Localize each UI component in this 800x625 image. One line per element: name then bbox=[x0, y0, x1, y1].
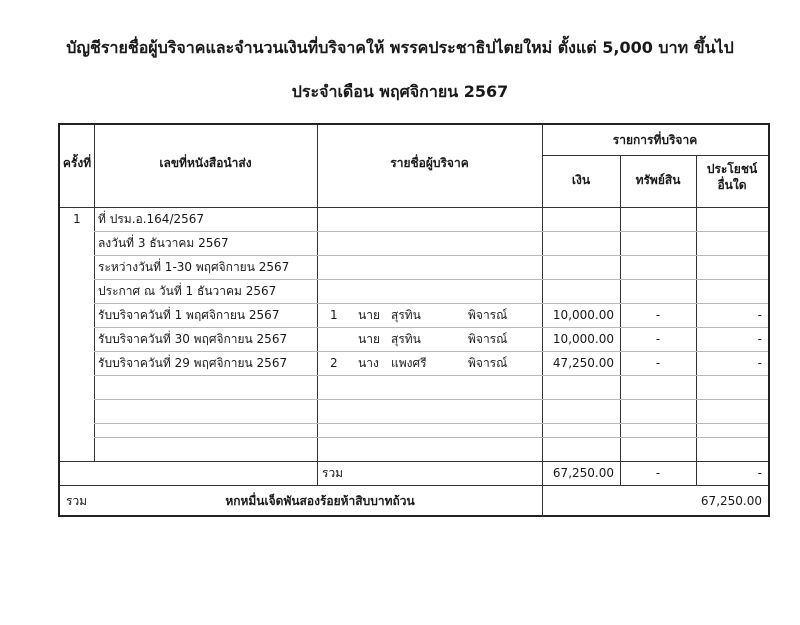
col-divider bbox=[317, 125, 318, 485]
row-7-first: แพงศรี bbox=[391, 356, 427, 370]
header-cash: เงิน bbox=[571, 173, 591, 187]
subtotal-label: รวม bbox=[322, 466, 344, 480]
header-benefit: ประโยชน์ อื่นใด bbox=[706, 162, 758, 192]
row-6-title: นาย bbox=[358, 332, 380, 346]
row-5-seq: 1 bbox=[330, 308, 338, 322]
row-7-last: พิจารณ์ bbox=[468, 356, 508, 370]
row-4-letter: ประกาศ ณ วันที่ 1 ธันวาคม 2567 bbox=[98, 284, 277, 298]
header-no: ครั้งที่ bbox=[62, 156, 92, 170]
row-5-letter: รับบริจาควันที่ 1 พฤศจิกายน 2567 bbox=[98, 308, 280, 322]
row-7-benefit: - bbox=[757, 356, 762, 370]
row-5-title: นาย bbox=[358, 308, 380, 322]
row-6-cash: 10,000.00 bbox=[552, 332, 614, 346]
row-1-no: 1 bbox=[73, 212, 81, 226]
row-7-title: นาง bbox=[358, 356, 379, 370]
header-letter: เลขที่หนังสือนำส่ง bbox=[159, 156, 252, 170]
total-top-line bbox=[60, 485, 768, 486]
col-divider bbox=[94, 125, 95, 461]
row-5-asset: - bbox=[655, 308, 661, 322]
row-7-cash: 47,250.00 bbox=[552, 356, 614, 370]
row-5-first: สุรทิน bbox=[391, 308, 421, 322]
document-title: บัญชีรายชื่อผู้บริจาคและจำนวนเงินที่บริจาคให้ พรรคประชาธิปไตยใหม่ ตั้งแต่ 5,000 บาท ขึ้นไป bbox=[66, 38, 734, 57]
row-6-first: สุรทิน bbox=[391, 332, 421, 346]
header-items: รายการที่บริจาค bbox=[612, 133, 698, 147]
subtotal-top-line bbox=[60, 461, 768, 462]
row-2-letter: ลงวันที่ 3 ธันวาคม 2567 bbox=[98, 236, 229, 250]
row-3-letter: ระหว่างวันที่ 1-30 พฤศจิกายน 2567 bbox=[98, 260, 290, 274]
row-6-letter: รับบริจาควันที่ 30 พฤศจิกายน 2567 bbox=[98, 332, 288, 346]
row-7-asset: - bbox=[655, 356, 661, 370]
subtotal-cash: 67,250.00 bbox=[552, 466, 614, 480]
donation-table bbox=[58, 123, 770, 517]
subtotal-benefit: - bbox=[757, 466, 762, 480]
header-asset: ทรัพย์สิน bbox=[635, 173, 681, 187]
header-bottom-line bbox=[60, 207, 768, 208]
header-donor: รายชื่อผู้บริจาค bbox=[390, 156, 469, 170]
row-5-cash: 10,000.00 bbox=[552, 308, 614, 322]
row-6-last: พิจารณ์ bbox=[468, 332, 508, 346]
row-5-last: พิจารณ์ bbox=[468, 308, 508, 322]
row-1-letter: ที่ ปรม.อ.164/2567 bbox=[98, 212, 205, 226]
header-divider bbox=[542, 155, 768, 156]
row-5-benefit: - bbox=[757, 308, 762, 322]
row-6-benefit: - bbox=[757, 332, 762, 346]
row-6-asset: - bbox=[655, 332, 661, 346]
total-label: รวม bbox=[66, 494, 88, 508]
total-amount: 67,250.00 bbox=[700, 494, 762, 508]
subtotal-asset: - bbox=[655, 466, 661, 480]
document-subtitle: ประจำเดือน พฤศจิกายน 2567 bbox=[291, 82, 509, 101]
total-in-words: หกหมื่นเจ็ดพันสองร้อยห้าสิบบาทถ้วน bbox=[225, 494, 415, 508]
row-7-seq: 2 bbox=[330, 356, 338, 370]
row-7-letter: รับบริจาควันที่ 29 พฤศจิกายน 2567 bbox=[98, 356, 288, 370]
